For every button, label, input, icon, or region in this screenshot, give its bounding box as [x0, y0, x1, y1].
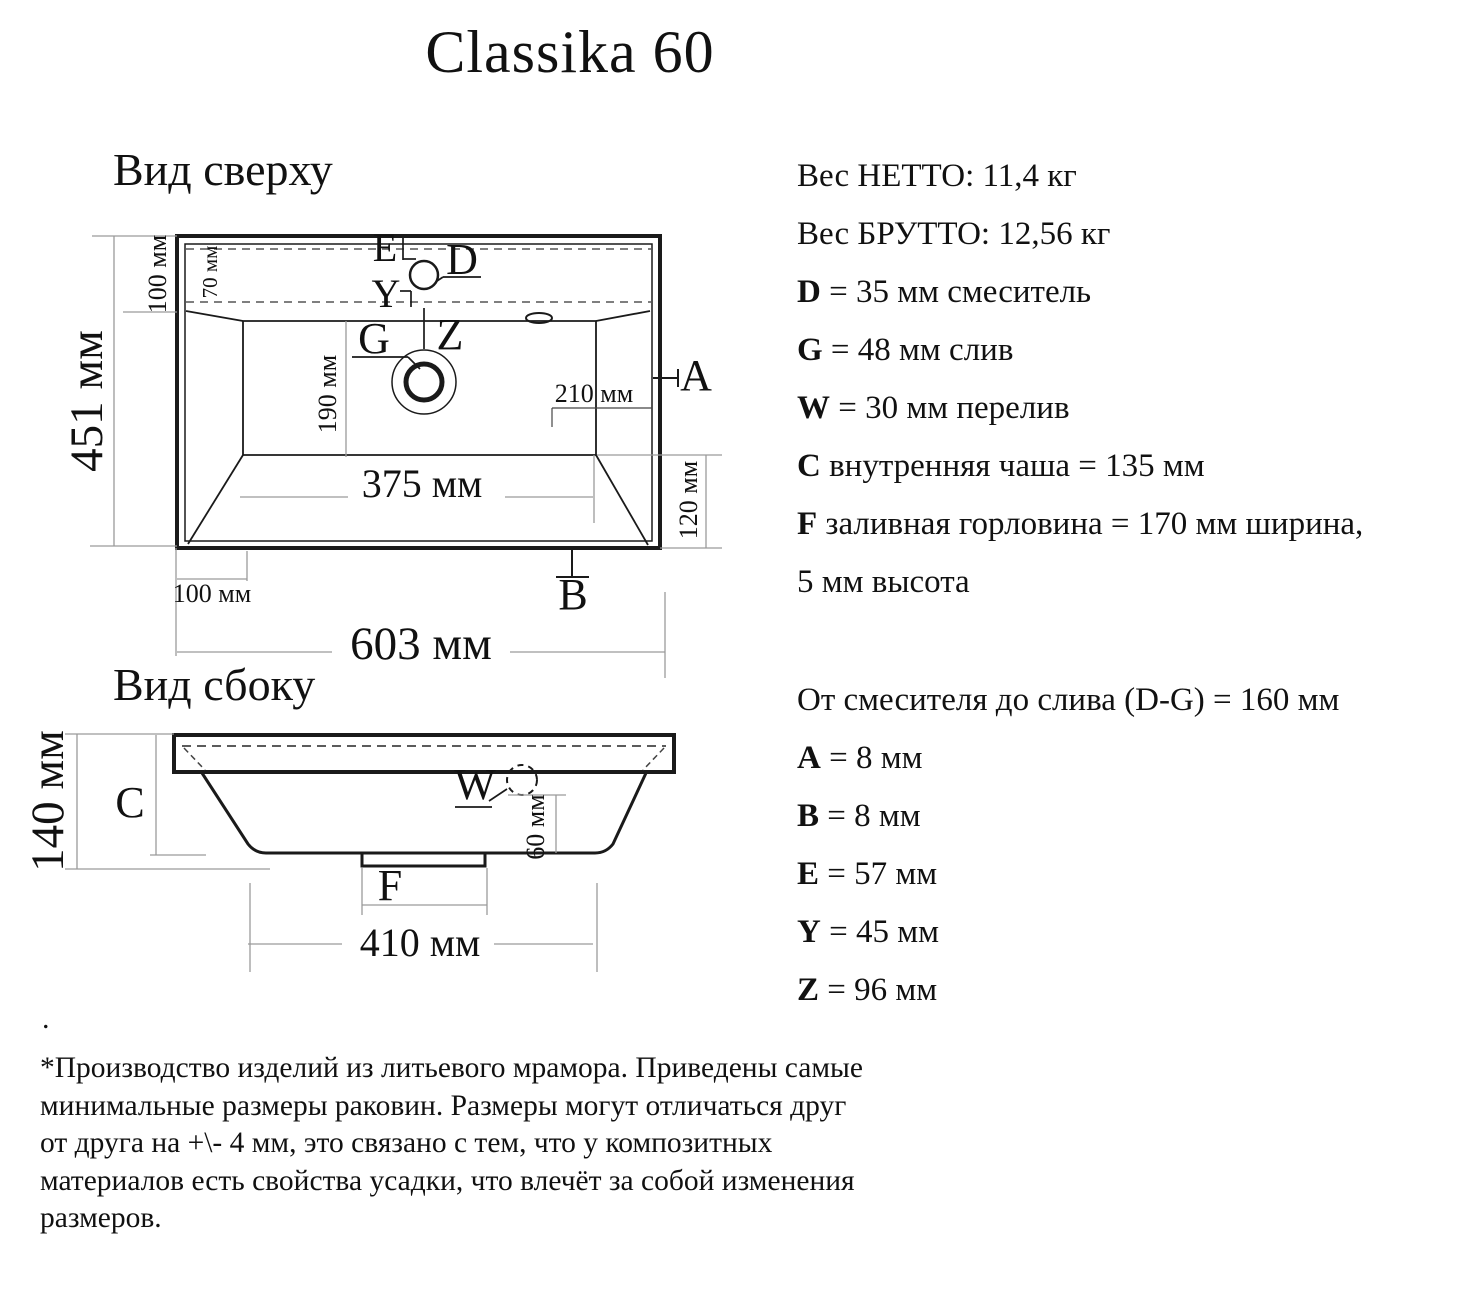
spec-value: = 57 мм: [819, 856, 938, 892]
spec-key: Z: [797, 972, 820, 1008]
bowl-profile: [202, 773, 646, 853]
spec-line-g: [797, 321, 1363, 379]
dim-190: 190 мм: [312, 354, 342, 434]
spec-key: B: [797, 798, 820, 834]
spec-line-gross-weight: [797, 205, 1363, 263]
dim-603: 603 мм: [350, 617, 492, 670]
dim-60: 60 мм: [520, 794, 550, 860]
spec-key: A: [797, 740, 821, 776]
footnote-line: минимальные размеры раковин. Размеры могут отличаться друг: [40, 1089, 847, 1122]
rim-rect: [174, 735, 674, 772]
footnote-line: *Производство изделий из литьевого мрамора. Приведены самые: [40, 1052, 863, 1084]
spec-line-b: [797, 787, 1339, 845]
spec-value: внутренняя чаша = 135 мм: [820, 448, 1205, 484]
footnote-line: от друга на +\- 4 мм, это связано с тем, что у композитных: [40, 1127, 773, 1160]
bowl-corner-slant-top-left: [186, 311, 243, 321]
label-C: C: [115, 778, 145, 828]
bowl-corner-slant-bottom-right: [596, 455, 648, 545]
spec-line-c: [797, 437, 1363, 495]
dim-140: 140 мм: [21, 730, 74, 872]
top-view-heading: Вид сверху: [113, 144, 333, 195]
label-A: A: [680, 351, 712, 401]
dim-210: 210 мм: [554, 378, 634, 408]
label-F: F: [377, 861, 403, 911]
dim-100-deck: 100 мм: [142, 234, 172, 314]
spec-value: Вес БРУТТО: 12,56 кг: [797, 216, 1111, 252]
dim-70: 70 мм: [197, 245, 222, 299]
label-W: W: [454, 760, 496, 810]
dim-410: 410 мм: [359, 920, 481, 966]
spec-key: Y: [797, 914, 821, 950]
spec-line-net-weight: [797, 147, 1363, 205]
spec-key: G: [797, 332, 823, 368]
spec-value: = 45 мм: [820, 914, 939, 950]
spec-line-e: [797, 845, 1339, 903]
label-G: G: [358, 314, 390, 364]
dim-375: 375 мм: [361, 461, 483, 507]
spec-value: = 48 мм слив: [822, 332, 1014, 368]
overflow-circle: [507, 765, 537, 795]
rim-dashed-corner-left: [184, 748, 205, 770]
label-Z: Z: [436, 310, 464, 360]
footnote-line: размеров.: [40, 1202, 162, 1235]
spec-line-z: [797, 961, 1339, 1019]
side-view-outline: [174, 735, 674, 866]
label-Y: Y: [371, 271, 401, 317]
spec-line-y: [797, 903, 1339, 961]
spec-line-dg-distance: [797, 671, 1339, 729]
bowl-corner-slant-top-right: [596, 311, 650, 321]
spec-list-secondary: [797, 671, 1339, 1019]
label-E: E: [372, 225, 398, 271]
spec-value: = 96 мм: [819, 972, 938, 1008]
footnote-line: материалов есть свойства усадки, что влечёт за собой изменения: [40, 1164, 855, 1197]
label-D: D: [446, 235, 478, 285]
side-view-heading: Вид сбоку: [113, 659, 316, 710]
spec-value: заливная горловина = 170 мм ширина,: [817, 506, 1364, 542]
faucet-hole: [410, 261, 438, 289]
spec-key: F: [797, 506, 818, 542]
spec-value: 5 мм высота: [797, 564, 970, 600]
page-title: Classika 60: [425, 19, 715, 85]
spec-line-f: [797, 495, 1363, 553]
spec-value: = 30 мм перелив: [830, 390, 1070, 426]
drain-hole-outer: [392, 350, 456, 414]
drain-hole-inner: [406, 364, 442, 400]
stray-mark: .: [42, 1002, 50, 1035]
spec-line-f-cont: [797, 553, 1363, 611]
spec-line-a: [797, 729, 1339, 787]
spec-value: От смесителя до слива (D-G) = 160 мм: [797, 682, 1340, 718]
side-view-labels: [22, 730, 550, 965]
rim-dashed-corner-right: [643, 748, 664, 770]
spec-value: = 8 мм: [820, 740, 923, 776]
spec-key: C: [797, 448, 821, 484]
spec-line-w: [797, 379, 1363, 437]
spec-key: D: [797, 274, 821, 310]
bowl-corner-slant-bottom-left: [188, 455, 243, 544]
spec-key: W: [797, 390, 830, 426]
spec-list-primary: [797, 147, 1363, 611]
spec-value: Вес НЕТТО: 11,4 кг: [797, 158, 1077, 194]
dim-100-bottom: 100 мм: [172, 578, 252, 608]
spec-line-d: [797, 263, 1363, 321]
footnote: [40, 1050, 940, 1238]
dim-451: 451 мм: [60, 330, 113, 472]
top-view-labels: [61, 225, 712, 670]
label-B: B: [558, 570, 588, 620]
spec-value: = 8 мм: [819, 798, 921, 834]
spec-value: = 35 мм смеситель: [820, 274, 1092, 310]
spec-key: E: [797, 856, 820, 892]
dim-120: 120 мм: [673, 460, 703, 540]
